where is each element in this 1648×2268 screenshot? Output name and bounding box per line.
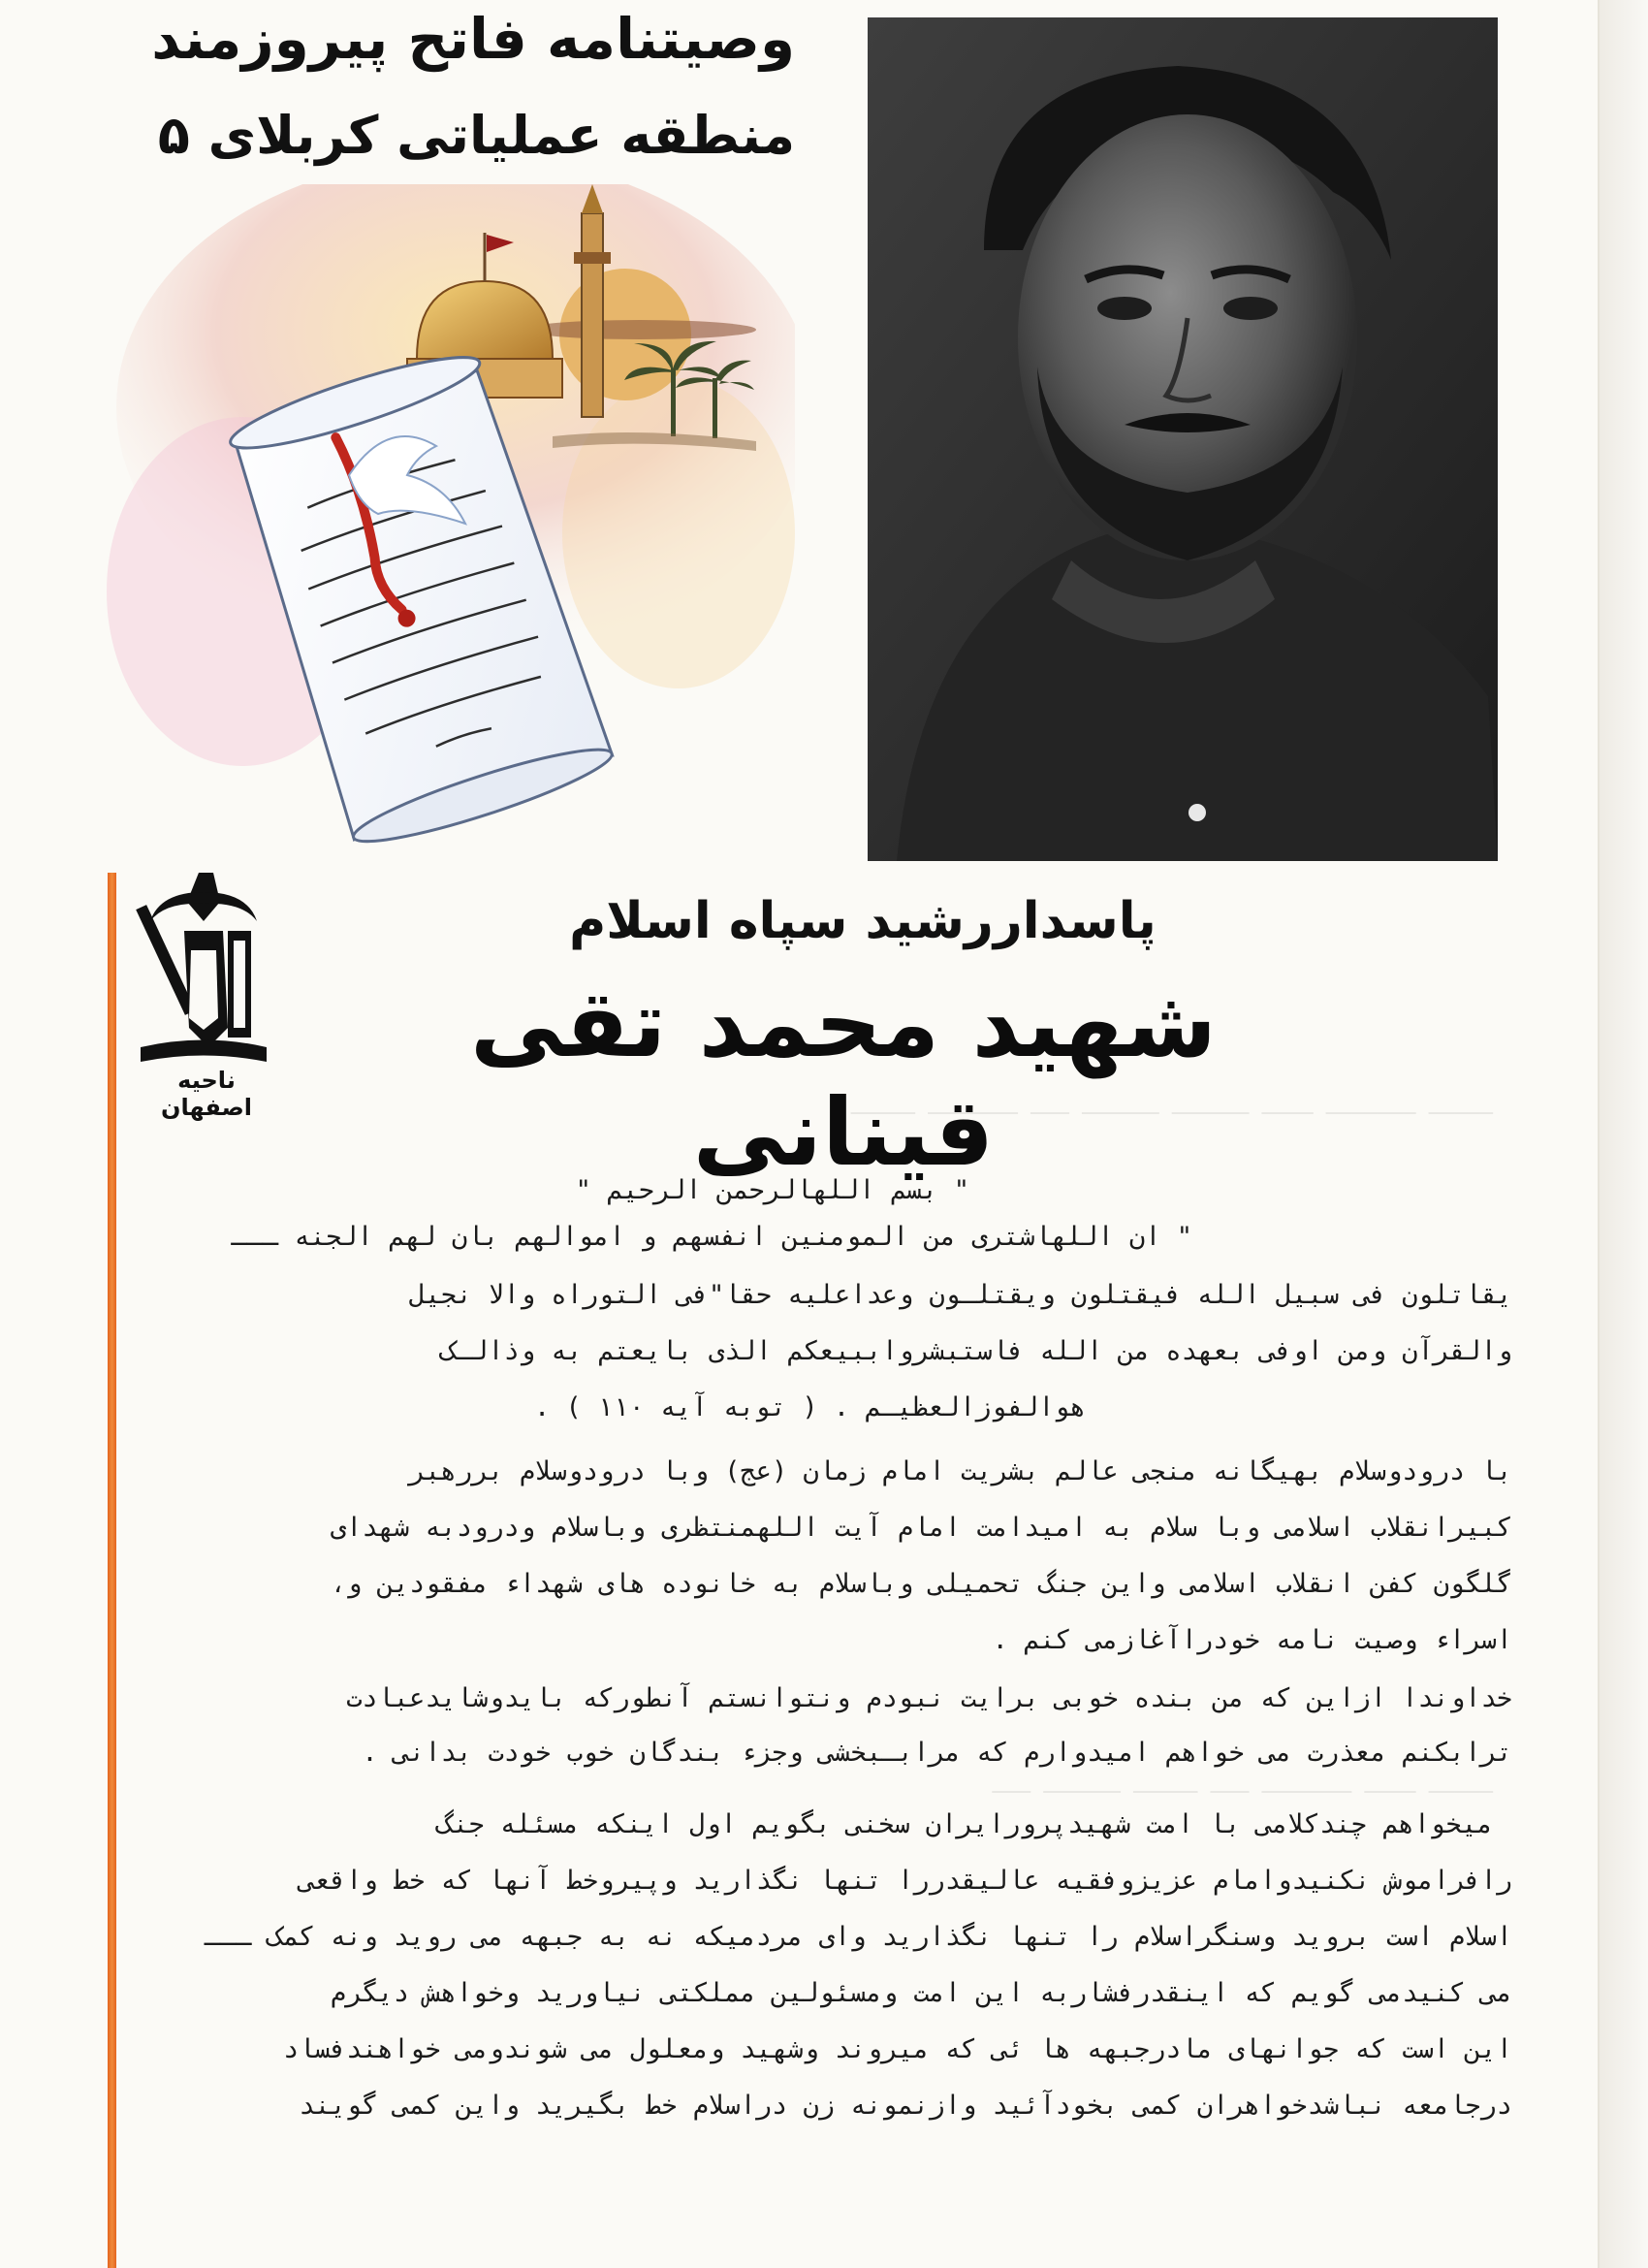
emblem-caption: ناحیه اصفهان	[160, 1067, 253, 1121]
body-line: اسراء وصیت نامه خودراآغازمی کنم .	[992, 1625, 1512, 1655]
martyr-rank-subtitle: پاسداررشید سپاه اسلام	[569, 892, 1157, 950]
body-line: والقرآن ومن اوفی بعهده من الله فاستبشرواببیعکم الذی بایعتم به وذالـک	[440, 1336, 1512, 1366]
shrine-scroll-icon	[97, 184, 795, 863]
martyr-portrait-photo	[868, 17, 1498, 861]
body-line: این است که جوانهای مادرجبهه ها ئی که میروند وشهید ومعلول می شوندومی خواهندفساد	[283, 2034, 1512, 2064]
bleed-through: ـــــ ـــــــ ــــ ــــــ ــــــ ـــ ـــــــ ـــــ	[850, 1096, 1493, 1120]
emblem-icon	[131, 863, 276, 1067]
body-line: خداوندا ازاین که من بنده خوبی برایت نبودم ونتوانستم آنطورکه بایدوشایدعبادت	[346, 1683, 1512, 1713]
body-line: " بسم اللهالرحمن الرحیم "	[575, 1175, 969, 1205]
bleed-through: ـــــ ــــ ـــــــ ـــ ـــــ ــــــ ـــ	[992, 1774, 1493, 1799]
body-line: ترابکنم معذرت می خواهم امیدوارم که مرابـبخشی وجزء بندگان خوب خودت بدانی .	[362, 1738, 1512, 1768]
body-line: یقاتلون فی سبیل الله فیقتلون ویقتلـون وعداعلیه حقا"فی التوراه والا نجیل	[409, 1280, 1512, 1310]
shrine-scroll-illustration	[97, 184, 795, 863]
title-line-1: وصیتنامه فاتح پیروزمند	[151, 6, 795, 72]
body-line: با درودوسلام بهیگانه منجی عالم بشریت امام زمان (عج) وبا درودوسلام بررهبر	[409, 1456, 1512, 1486]
body-line: درجامعه نباشدخواهران کمی بخودآئید وازنمونه زن دراسلام خط بگیرید واین کمی گویند	[299, 2091, 1512, 2121]
body-line: هوالفوزالعظیـم . ( توبه آیه ۱۱۰ ) .	[534, 1392, 1086, 1422]
body-line: می کنیدمی گویم که اینقدرفشاربه این امت ومسئولین مملکتی نیاورید وخواهش دیگرم	[330, 1978, 1512, 2008]
body-line: اسلام است بروید وسنگراسلام را تنها نگذارید وای مردمیکه نه به جبهه می روید ونه کمک ـــ	[204, 1922, 1512, 1952]
body-line: گلگون کفن انقلاب اسلامی واین جنگ تحمیلی وباسلام به خانوده های شهداء مفقودین و،	[330, 1569, 1512, 1599]
title-line-2: منطقه عملیاتی کربلای ۵	[157, 105, 795, 166]
body-line: " ان اللهاشتری من المومنین انفسهم و اموالهم بان لهم الجنه ـــ	[231, 1222, 1192, 1252]
martyr-name-heading: شهید محمد تقی قینانی	[470, 970, 1217, 1187]
body-line: رافراموش نکنیدوامام عزیزوفقیه عالیقدررا تنها نگذارید وپیروخط آنها که خط واقعی	[299, 1866, 1512, 1896]
scan-edge	[1600, 0, 1648, 2268]
body-line: کبیرانقلاب اسلامی وبا سلام به امیدامت امام آیت اللهمنتظری وباسلام ودرودبه شهدای	[330, 1513, 1512, 1543]
orange-margin-rule	[108, 873, 116, 2268]
portrait-icon	[868, 17, 1498, 861]
body-line: میخواهم چندکلامی با امت شهیدپرورایران سخنی بگویم اول اینکه مسئله جنگ	[436, 1809, 1493, 1839]
